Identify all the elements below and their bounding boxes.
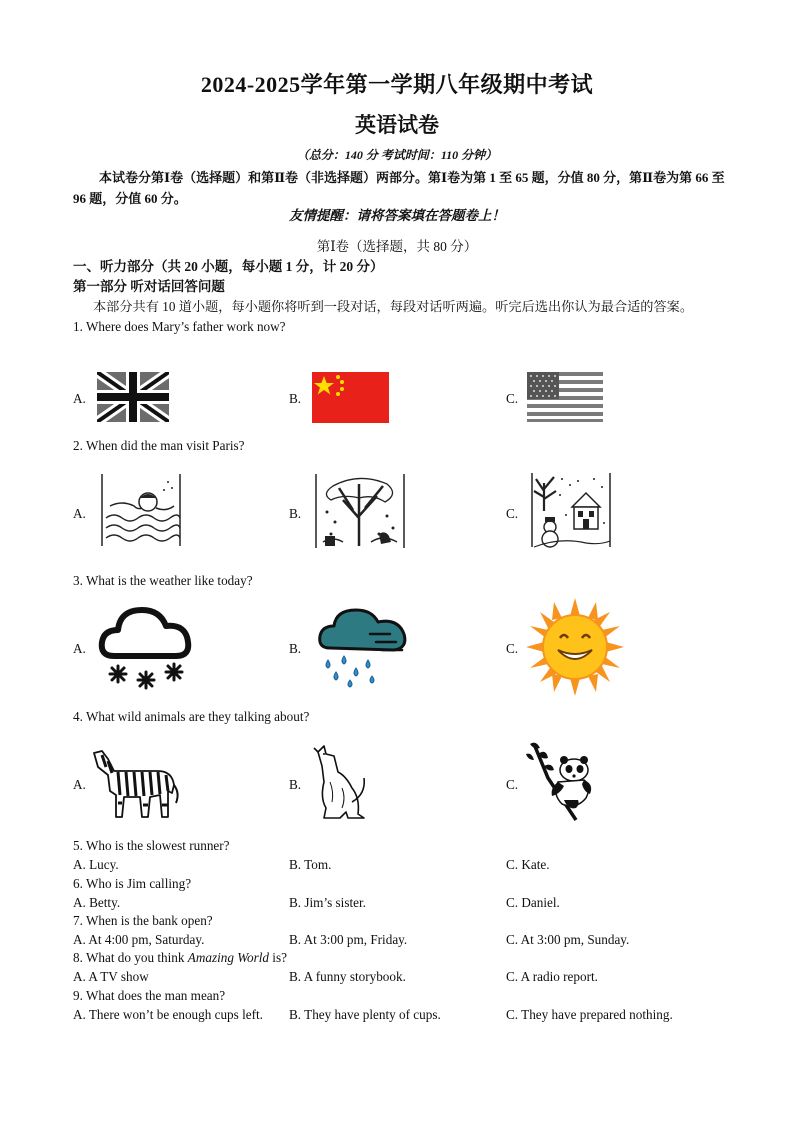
q9-option-a: A. There won’t be enough cups left. (73, 1007, 263, 1022)
instruction: 本部分共有 10 道小题，每小题你将听到一段对话，每段对话听两遍。听完后选出你认为最合适的答案。 (93, 299, 694, 314)
q3-option-b: B. (289, 641, 302, 656)
q7-option-a: A. At 4:00 pm, Saturday. (73, 932, 205, 947)
swimming-summer-icon (98, 472, 184, 548)
exam-subtitle: 英语试卷 (355, 113, 439, 137)
exam-meta: （总分：140 分 考试时间：110 分钟） (296, 148, 498, 162)
q4-option-b: B. (289, 777, 302, 792)
q6-option-b: B. Jim’s sister. (289, 895, 366, 910)
q6-option-a: A. Betty. (73, 895, 121, 910)
exam-title: 2024-2025学年第一学期八年级期中考试 (200, 72, 594, 97)
sun-icon (524, 596, 626, 698)
q7-option-b: B. At 3:00 pm, Friday. (289, 932, 408, 947)
question-7: 7. When is the bank open? (73, 913, 213, 928)
winter-snowman-icon (530, 471, 612, 549)
q6-option-c: C. Daniel. (506, 895, 560, 910)
question-8 (73, 949, 287, 967)
exam-intro: 本试卷分第Ⅰ卷（选择题）和第Ⅱ卷（非选择题）两部分。第Ⅰ卷为第 1 至 65 题，分值 80 分，第Ⅱ卷为第 66 至 96 题，分值 60 分。 (73, 170, 725, 206)
q5-option-b: B. Tom. (289, 857, 332, 872)
q8-text-after: is? (269, 950, 287, 965)
q2-option-a: A. (73, 506, 86, 521)
question-4: 4. What wild animals are they talking about? (73, 709, 310, 724)
question-6: 6. Who is Jim calling? (73, 876, 192, 891)
q4-option-c: C. (506, 777, 519, 792)
q8-option-a: A. A TV show (73, 969, 149, 984)
zebra-icon (88, 745, 182, 821)
q8-text-before: 8. What do you think (73, 950, 188, 965)
q1-option-b: B. (289, 391, 302, 406)
q8-option-b: B. A funny storybook. (289, 969, 406, 984)
question-3: 3. What is the weather like today? (73, 573, 253, 588)
q5-option-a: A. Lucy. (73, 857, 119, 872)
q2-option-c: C. (506, 506, 519, 521)
usa-flag-icon (527, 372, 603, 422)
uk-flag-icon (97, 372, 169, 422)
part1-heading: 第Ⅰ卷（选择题，共 80 分） (316, 239, 478, 254)
q9-option-b: B. They have plenty of cups. (289, 1007, 441, 1022)
q8-option-c: C. A radio report. (506, 969, 598, 984)
q8-text-italic: Amazing World (187, 950, 269, 965)
question-1: 1. Where does Mary’s father work now? (73, 319, 286, 334)
q3-option-c: C. (506, 641, 519, 656)
subsection-title: 第一部分 听对话回答问题 (73, 279, 225, 294)
question-5: 5. Who is the slowest runner? (73, 838, 230, 853)
autumn-tree-icon (313, 472, 407, 550)
china-flag-icon (312, 372, 389, 423)
rain-cloud-icon (316, 604, 412, 688)
q3-option-a: A. (73, 641, 86, 656)
question-2: 2. When did the man visit Paris? (73, 438, 245, 453)
section-title: 一、听力部分（共 20 小题，每小题 1 分，计 20 分） (73, 259, 384, 274)
q9-option-c: C. They have prepared nothing. (506, 1007, 673, 1022)
exam-tip: 友情提醒：请将答案填在答题卷上！ (289, 208, 505, 223)
q1-option-c: C. (506, 391, 519, 406)
question-9: 9. What does the man mean? (73, 988, 226, 1003)
q1-option-a: A. (73, 391, 86, 406)
wolf-icon (312, 742, 370, 822)
q7-option-c: C. At 3:00 pm, Sunday. (506, 932, 630, 947)
q5-option-c: C. Kate. (506, 857, 550, 872)
q2-option-b: B. (289, 506, 302, 521)
q4-option-a: A. (73, 777, 86, 792)
snow-cloud-icon (96, 600, 196, 692)
panda-icon (524, 738, 594, 822)
